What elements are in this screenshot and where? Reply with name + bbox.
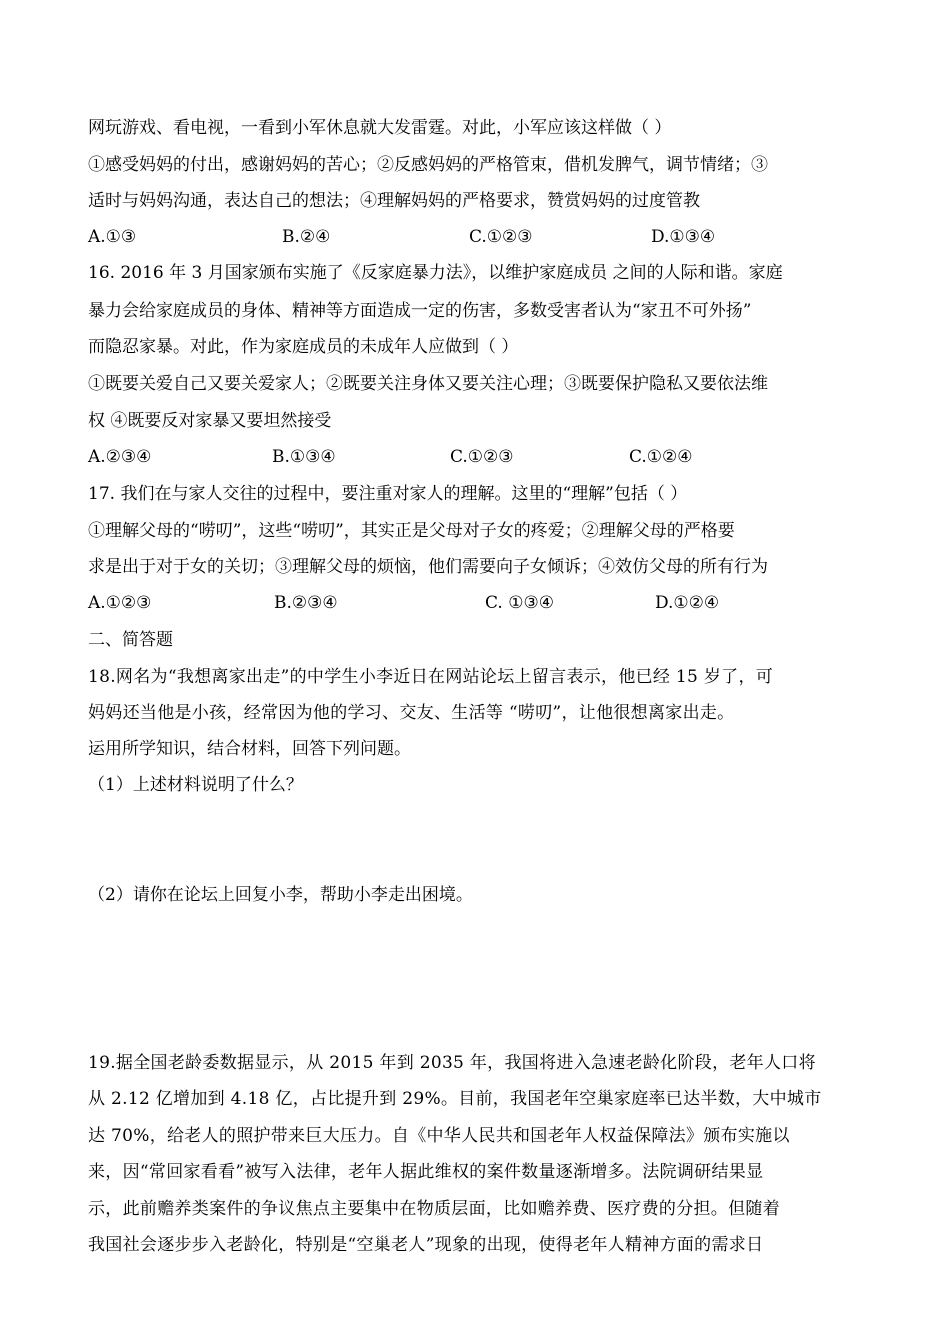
q16-line-5: 权 ④既要反对家暴又要坦然接受: [88, 411, 332, 431]
q18-line-3: 运用所学知识，结合材料，回答下列问题。: [88, 739, 411, 759]
q17-option-d: D.①②④: [655, 593, 720, 613]
q16-line-4: ①既要关爱自己又要关爱家人；②既要关注身体又要关注心理；③既要保护隐私又要依法维: [88, 374, 768, 394]
q15-line-1: 网玩游戏、看电视，一看到小军休息就大发雷霆。对此，小军应该这样做（ ）: [88, 118, 672, 138]
q19-line-6: 我国社会逐步步入老龄化，特别是“空巢老人”现象的出现，使得老年人精神方面的需求日: [88, 1235, 764, 1255]
q16-line-2: 暴力会给家庭成员的身体、精神等方面造成一定的伤害，多数受害者认为“家丑不可外扬”: [88, 301, 752, 321]
q16-option-b: B.①③④: [272, 447, 336, 467]
q17-option-c: C. ①③④: [485, 593, 554, 613]
q15-option-b: B.②④: [282, 227, 331, 247]
q16-line-3: 而隐忍家暴。对此，作为家庭成员的未成年人应做到（ ）: [88, 337, 519, 357]
q19-line-1: 19.据全国老龄委数据显示，从 2015 年到 2035 年，我国将进入急速老龄化阶段，老年人口将: [88, 1053, 816, 1073]
q19-line-5: 示，此前赡养类案件的争议焦点主要集中在物质层面，比如赡养费、医疗费的分担。但随着: [88, 1199, 780, 1219]
section-title: 二、简答题: [88, 630, 173, 650]
q16-line-1: 16. 2016 年 3 月国家颁布实施了《反家庭暴力法》，以维护家庭成员 之间的人际和谐。家庭: [88, 263, 783, 283]
q17-line-2: ①理解父母的“唠叨”，这些“唠叨”，其实正是父母对子女的疼爱；②理解父母的严格要: [88, 521, 735, 541]
q18-sub-question-1: （1）上述材料说明了什么？: [88, 775, 303, 795]
q17-option-a: A.①②③: [88, 593, 152, 613]
q16-option-c: C.①②③: [450, 447, 514, 467]
q15-option-c: C.①②③: [469, 227, 533, 247]
q15-option-a: A.①③: [88, 227, 137, 247]
q18-line-1: 18.网名为“我想离家出走”的中学生小李近日在网站论坛上留言表示，他已经 15 岁了，可: [88, 667, 774, 687]
q16-option-d: C.①②④: [629, 447, 693, 467]
q18-line-2: 妈妈还当他是小孩，经常因为他的学习、交友、生活等 “唠叨”，让他很想离家出走。: [88, 703, 735, 723]
q17-line-1: 17. 我们在与家人交往的过程中，要注重对家人的理解。这里的“理解”包括（ ）: [88, 484, 688, 504]
q18-sub-question-2: （2）请你在论坛上回复小李，帮助小李走出困境。: [88, 885, 473, 905]
q15-option-d: D.①③④: [651, 227, 716, 247]
q16-option-a: A.②③④: [88, 447, 152, 467]
q15-line-2: ①感受妈妈的付出，感谢妈妈的苦心；②反感妈妈的严格管束，借机发脾气，调节情绪；③: [88, 155, 768, 175]
q19-line-4: 来，因“常回家看看”被写入法律，老年人据此维权的案件数量逐渐增多。法院调研结果显: [88, 1162, 764, 1182]
q17-option-b: B.②③④: [274, 593, 338, 613]
q17-line-3: 求是出于对于女的关切；③理解父母的烦恼，他们需要向子女倾诉；④效仿父母的所有行为: [88, 557, 768, 577]
q19-line-2: 从 2.12 亿增加到 4.18 亿，占比提升到 29%。目前，我国老年空巢家庭率已达半数，大中城市: [88, 1089, 822, 1109]
q19-line-3: 达 70%，给老人的照护带来巨大压力。自《中华人民共和国老年人权益保障法》颁布实施以: [88, 1126, 790, 1146]
q15-line-3: 适时与妈妈沟通，表达自己的想法；④理解妈妈的严格要求，赞赏妈妈的过度管教: [88, 191, 700, 211]
